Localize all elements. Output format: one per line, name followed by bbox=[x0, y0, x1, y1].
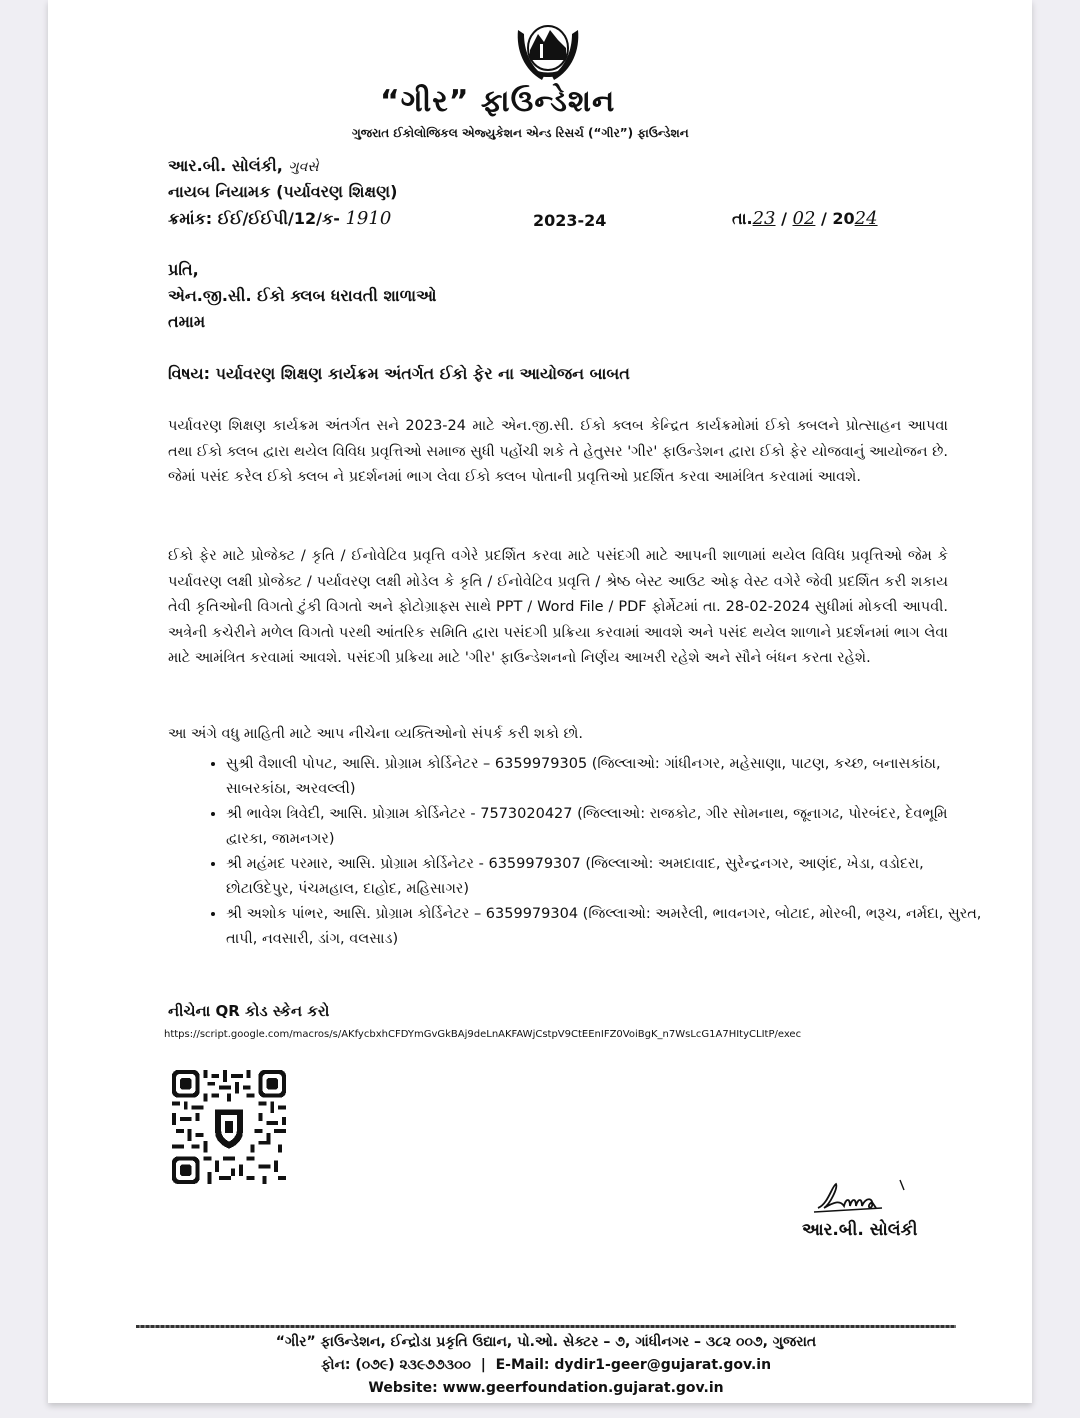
sender-name-line bbox=[168, 156, 319, 176]
contact-item: • શ્રી મહંમદ પરમાર, આસિ. પ્રોગ્રામ કોર્ડિનેટર - 6359979307 (જિલ્લાઓ: અમદાવાદ, સુરેન્દ્રનગર, આણંદ, ખેડા, વડોદરા, છોટાઉદેપુર, પંચમહાલ, દાહોદ, મહિસાગર) bbox=[226, 852, 986, 902]
recipient-prefix: પ્રતિ, bbox=[168, 260, 199, 279]
body-paragraph-1: પર્યાવરણ શિક્ષણ કાર્યક્રમ અંતર્ગત સને 2023-24 માટે એન.જી.સી. ઈકો ક્લબ કેન્દ્રિત કાર્યક્રમોમાં ઈકો ક્બલને પ્રોત્સાહન આપવા તથા ઈકો ક્લબ દ્વારા થયેલ વિવિધ પ્રવૃત્તિઓ સમાજ સુધી પહોંચી શકે તે હેતુસર 'ગીર' ફાઉન્ડેશન દ્વારા ઈકો ફેર યોજવાનું આયોજન છે. જેમાં પસંદ કરેલ ઈકો ક્લબ ને પ્રદર્શનમાં ભાગ લેવા ઈકો ક્લબ પોતાની પ્રવૃત્તિઓ પ્રદર્શિત કરવા આમંત્રિત કરવામાં આવશે. bbox=[168, 418, 948, 485]
contact-item: • સુશ્રી વૈશાલી પોપટ, આસિ. પ્રોગ્રામ કોર્ડિનેટર – 6359979305 (જિલ્લાઓ: ગાંધીનગર, મહેસાણા, પાટણ, કચ્છ, બનાસકાંઠા, સાબરકાંઠા, અરવલ્લી) bbox=[226, 752, 986, 802]
contact-intro: આ અંગે વધુ માહિતી માટે આપ નીચેના વ્યક્તિઓનો સંપર્ક કરી શકો છો. bbox=[168, 726, 583, 742]
footer-separator: | bbox=[480, 1357, 486, 1373]
footer-website[interactable]: Website: www.geerfoundation.gujarat.gov.in bbox=[368, 1380, 724, 1396]
recipient-line-1: એન.જી.સી. ઈકો ક્લબ ધરાવતી શાળાઓ bbox=[168, 286, 437, 305]
date-year-prefix: 20 bbox=[832, 209, 855, 228]
date-year-suffix: 24 bbox=[854, 208, 878, 229]
date-label: તા. bbox=[732, 209, 753, 228]
signatory-name: આર.બી. સોલંકી bbox=[802, 1220, 918, 1240]
reference-label: ક્રમાંક: ઈઈ/ઈઈપી/12/ક- bbox=[168, 209, 340, 228]
contact-list bbox=[196, 752, 986, 952]
qr-code-icon[interactable] bbox=[172, 1070, 286, 1184]
reference-number: 1910 bbox=[345, 208, 392, 229]
contact-item: • શ્રી ભાવેશ ત્રિવેદી, આસિ. પ્રોગ્રામ કોર્ડિનેટર - 7573020427 (જિલ્લાઓ: રાજકોટ, ગીર સોમનાથ, જૂનાગઢ, પોરબંદર, દેવભૂમિ દ્વારકા, જામનગર) bbox=[226, 802, 986, 852]
globe-in-hands-logo bbox=[512, 20, 584, 90]
footer-email[interactable]: E-Mail: dydir1-geer@gujarat.gov.in bbox=[495, 1357, 772, 1373]
body-paragraph-2: ઈકો ફેર માટે પ્રોજેક્ટ / કૃતિ / ઈનોવેટિવ પ્રવૃત્તિ વગેરે પ્રદર્શિત કરવા માટે પસંદગી માટે આપની શાળામાં થયેલ વિવિધ પ્રવૃત્તિઓ જેમ કે પર્યાવરણ લક્ષી પ્રોજેક્ટ / પર્યાવરણ લક્ષી મોડેલ કે કૃતિ / ઈનોવેટિવ પ્રવૃત્તિ / શ્રેષ્ઠ બેસ્ટ આઉટ ઓફ વેસ્ટ વગેરે જેવી પ્રદર્શિત કરી શકાય તેવી કૃતિઓની વિગતો ટુંકી વિગતો અને ફોટોગ્રાફ્સ સાથે PPT / Word File / PDF ફોર્મેટમાં તા. 28-02-2024 સુધીમાં મોકલી આપવી. અત્રેની કચેરીને મળેલ વિગતો પરથી આંતરિક સમિતિ દ્વારા પસંદગી પ્રક્રિયા કરવામાં આવશે અને પસંદ થયેલ શાળાને પ્રદર્શનમાં ભાગ લેવા માટે આમંત્રિત કરવામાં આવશે. પસંદગી પ્રક્રિયા માટે 'ગીર' ફાઉન્ડેશનનો નિર્ણય આખરી રહેશે અને સૌને બંધન કરતા રહેશે. bbox=[168, 548, 948, 666]
sender-service: ગુવસે bbox=[288, 159, 319, 175]
organization-subtitle: ગુજરાત ઈકોલોજિકલ એજ્યુકેશન એન્ડ રિસર્ચ (“ગીર”) ફાઉન્ડેશન bbox=[352, 126, 689, 140]
letter-date: તા.23 / 02 / 2024 bbox=[732, 208, 878, 229]
sender-name: આર.બી. સોલંકી, bbox=[168, 156, 283, 175]
signature-icon bbox=[810, 1178, 920, 1218]
footer-address: “ગીર” ફાઉન્ડેશન, ઈન્દ્રોડા પ્રકૃતિ ઉદ્યાન, પો.ઓ. સેક્ટર – ૭, ગાંધીનગર – ૩૮૨ ૦૦૭, ગુજરાત bbox=[275, 1334, 817, 1350]
organization-title: “ગીર” ફાઉન્ડેશન bbox=[380, 84, 616, 119]
sender-designation: નાયબ નિયામક (પર્યાવરણ શિક્ષણ) bbox=[168, 182, 398, 201]
academic-year: 2023-24 bbox=[533, 211, 607, 230]
footer-contact-line bbox=[136, 1357, 956, 1373]
footer-divider bbox=[136, 1325, 956, 1328]
date-month: 02 bbox=[792, 208, 816, 229]
contact-item: • શ્રી અશોક પાંભર, આસિ. પ્રોગ્રામ કોર્ડિનેટર – 6359979304 (જિલ્લાઓ: અમરેલી, ભાવનગર, બોટાદ, મોરબી, ભરૂચ, નર્મદા, સુરત, તાપી, નવસારી, ડાંગ, વલસાડ) bbox=[226, 902, 986, 952]
qr-title: નીચેના QR કોડ સ્કેન કરો bbox=[168, 1002, 330, 1020]
reference-line bbox=[168, 208, 391, 229]
footer-phone: ફોન: (૦૭૯) ૨૩૯૭૭૩૦૦ bbox=[320, 1357, 471, 1373]
letter-subject: વિષય: પર્યાવરણ શિક્ષણ કાર્યક્રમ અંતર્ગત ઈકો ફેર ના આયોજન બાબત bbox=[168, 364, 630, 383]
date-day: 23 bbox=[752, 208, 776, 229]
recipient-line-2: તમામ bbox=[168, 312, 206, 331]
qr-url-link[interactable]: https://script.google.com/macros/s/AKfycbxhCFDYmGvGkBAj9deLnAKFAWjCstpV9CtEEnIFZ0VoiBgK_n7WsLcG1A7HItyCLItP/exec bbox=[164, 1029, 802, 1040]
